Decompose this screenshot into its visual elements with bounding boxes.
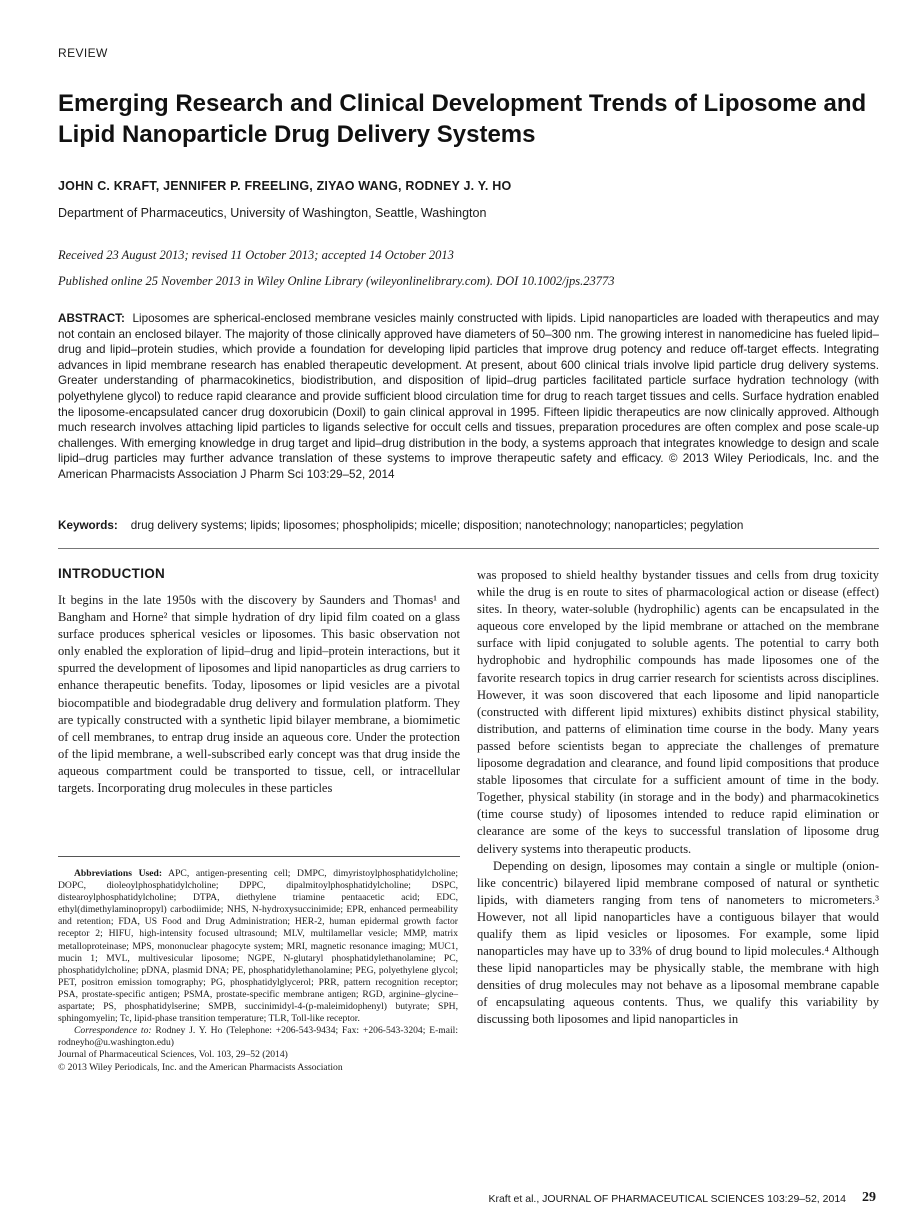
left-column bbox=[58, 592, 460, 797]
correspondence-label: Correspondence to: bbox=[74, 1025, 152, 1037]
intro-paragraph-2: was proposed to shield healthy bystander tissues and cells from drug toxicity while the drug is en route to sites of pharmacological action or disease (effect) sites. In theory, water-soluble (hydrophilic) agents can be encapsulated in the aqueous core enveloped by the lipid membrane or attached on the membrane surface with lipid conjugated to soluble agents. The potential to carry both hydrophobic and hydrophilic compounds has made liposomes one of the favorite research topics in drug carrier research for scientists across disciplines. However, it was soon discovered that each liposome and lipid nanoparticle (constructed with different lipid mixtures) exhibits distinct physical stability, distribution, and patterns of elimination time course in the body. Many years passed before scientists began to appreciate the challenges of premature liposome degradation and clearance, and found lipid compositions that produce stable liposomes that circulate for a sufficient amount of time in the body. Together, physical stability (in storage and in the body) and pharmacokinetics (time course study) of liposomes intended to reduce rapid elimination or clearance are some of the keys to successful translation of liposome drug delivery systems into therapeutic products. bbox=[477, 568, 879, 856]
section-label: REVIEW bbox=[58, 46, 108, 60]
abstract-divider bbox=[58, 548, 879, 549]
keywords-label: Keywords: bbox=[58, 519, 118, 532]
abstract-text: Liposomes are spherical-enclosed membrane vesicles mainly constructed with lipids. Lipid nanoparticles are loaded with therapeutics and may not contain an enclosed bilayer. The majority of those clinically approved have diameters of 50–300 nm. The growing interest in nanomedicine has fueled lipid–drug and lipid–protein studies, which provide a foundation for developing lipid particles that improve drug potency and reduce off-target effects. Integrating advances in lipid membrane research has enabled therapeutic development. At present, about 600 clinical trials involve lipid particle drug delivery systems. Greater understanding of pharmacokinetics, biodistribution, and disposition of lipid–drug particles facilitated particle surface hydration technology (with polyethylene glycol) to reduce rapid clearance and provide sufficient blood circulation time for drug to reach target tissues and cells. Surface hydration enabled the liposome-encapsulated cancer drug doxorubicin (Doxil) to gain clinical approval in 1995. Fifteen lipidic therapeutics are now clinically approved. Although much research involves attaching lipid particles to ligands selective for occult cells and tissues, preparation procedures are often complex and pose scale-up challenges. With emerging knowledge in drug target and lipid–drug distribution in the body, a systems approach that integrates knowledge to design and scale lipid–drug particles may further advance translation of these systems to improve therapeutic safety and efficacy. © 2013 Wiley Periodicals, Inc. and the American Pharmacists Association J Pharm Sci 103:29–52, 2014 bbox=[58, 312, 879, 481]
running-footer: Kraft et al., JOURNAL OF PHARMACEUTICAL SCIENCES 103:29–52, 2014 bbox=[488, 1193, 846, 1205]
article-title: Emerging Research and Clinical Development Trends of Liposome and Lipid Nanoparticle Drug Delivery Systems bbox=[58, 90, 867, 148]
abstract bbox=[58, 311, 879, 483]
abstract-label: ABSTRACT: bbox=[58, 312, 125, 325]
intro-paragraph-3: Depending on design, liposomes may contain a single or multiple (onion-like concentric) bilayered lipid membrane composed of natural or synthetic lipids, with diameters ranging from tens of nanometers to micrometers.³ However, not all lipid nanoparticles have a contiguous bilayer that would qualify them as lipid vesicles or liposomes. For example, some lipid nanoparticles may have up to 33% of drug bound to lipid molecules.⁴ Although these lipid nanoparticles may be physically stable, the membrane with high densities of drug molecules may not behave as a liposomal membrane capable of encapsulating aqueous contents. Thus, we qualify this variability by discussing both liposomes and lipid nanoparticles in bbox=[477, 858, 879, 1027]
keywords bbox=[58, 518, 879, 534]
affiliation: Department of Pharmaceutics, University of Washington, Seattle, Washington bbox=[58, 206, 487, 220]
abbreviations-text: APC, antigen-presenting cell; DMPC, dimyristoylphosphatidylcholine; DOPC, dioleoylphosphatidylcholine; DPPC, dipalmitoylphosphatidylcholine; DSPC, distearoylphosphatidylcholine; DTPA, diethylene triamine pentaacetic acid; EDC, ethyl(dimethylaminopropyl) carbodiimide; NHS, N-hydroxysuccinimide; EPR, enhanced permeability and retention; FDA, US Food and Drug Administration; HER-2, human epidermal growth factor receptor 2; HIFU, high-intensity focused ultrasound; MLV, multilamellar vesicle; MMP, matrix metalloproteinase; MPS, mononuclear phagocyte system; MRI, magnetic resonance imaging; MUC1, mucin 1; MVL, multivesicular liposome; NGPE, N-glutaryl phosphatidylethanolamine; PC, phosphatidylcholine; pDNA, plasmid DNA; PE, phosphatidylethanolamine; PEG, polyethylene glycol; PET, positron emission tomography; PG, phosphatidylglycerol; PRR, pattern recognition receptor; PSA, prostate-specific antigen; PSMA, prostate-specific membrane antigen; RGD, arginine–glycine–aspartate; PS, phosphatidylserine; SMPB, succinimidyl-4-(p-maleimidophenyl) butyrate; SPH, sphingomyelin; Tc, lipid-phase transition temperature; TLR, Toll-like receptor. bbox=[58, 868, 458, 1025]
correspondence bbox=[58, 1025, 458, 1049]
right-column bbox=[477, 567, 879, 1029]
publication-info: Published online 25 November 2013 in Wiley Online Library (wileyonlinelibrary.com). DOI 10.1002/jps.23773 bbox=[58, 274, 615, 288]
introduction-heading: INTRODUCTION bbox=[58, 566, 166, 581]
correspondence-text: Rodney J. Y. Ho (Telephone: +206-543-9434; Fax: +206-543-3204; E-mail: rodneyho@u.washington.edu) bbox=[58, 1025, 458, 1049]
page-number: 29 bbox=[862, 1190, 876, 1205]
journal-line: Journal of Pharmaceutical Sciences, Vol. 103, 29–52 (2014) bbox=[58, 1049, 288, 1061]
received-dates: Received 23 August 2013; revised 11 October 2013; accepted 14 October 2013 bbox=[58, 248, 454, 262]
abbreviations-label: Abbreviations Used: bbox=[74, 868, 163, 879]
footnote-block bbox=[58, 868, 458, 1074]
abbreviations bbox=[58, 868, 458, 1025]
copyright-line: © 2013 Wiley Periodicals, Inc. and the American Pharmacists Association bbox=[58, 1061, 343, 1073]
keywords-text: drug delivery systems; lipids; liposomes; phospholipids; micelle; disposition; nanotechnology; nanoparticles; pegylation bbox=[130, 519, 744, 532]
author-list: JOHN C. KRAFT, JENNIFER P. FREELING, ZIYAO WANG, RODNEY J. Y. HO bbox=[58, 179, 512, 193]
footnote-divider bbox=[58, 856, 460, 857]
intro-paragraph-1: It begins in the late 1950s with the discovery by Saunders and Thomas¹ and Bangham and Horne² that simple hydration of dry lipid film coated on a glass surface produces spherical vesicles or liposomes. This basic observation not only enabled the exploration of lipid–drug and lipid–protein interactions, but it spurred the development of liposomes and lipid nanoparticles as drug carriers to enhance therapeutic benefits. Today, liposomes or lipid vesicles are a pivotal biocompatible and biodegradable drug delivery and formulation platform. They are typically constructed with a synthetic lipid bilayer membrane, a biomimetic of cell membranes, to entrap drug inside an aqueous core. Under the protection of the lipid membrane, a well-subscribed early concept was that drug inside the aqueous compartment could be transported to tissue, cell, or intracellular targets. Incorporating drug molecules in these particles bbox=[58, 593, 460, 796]
